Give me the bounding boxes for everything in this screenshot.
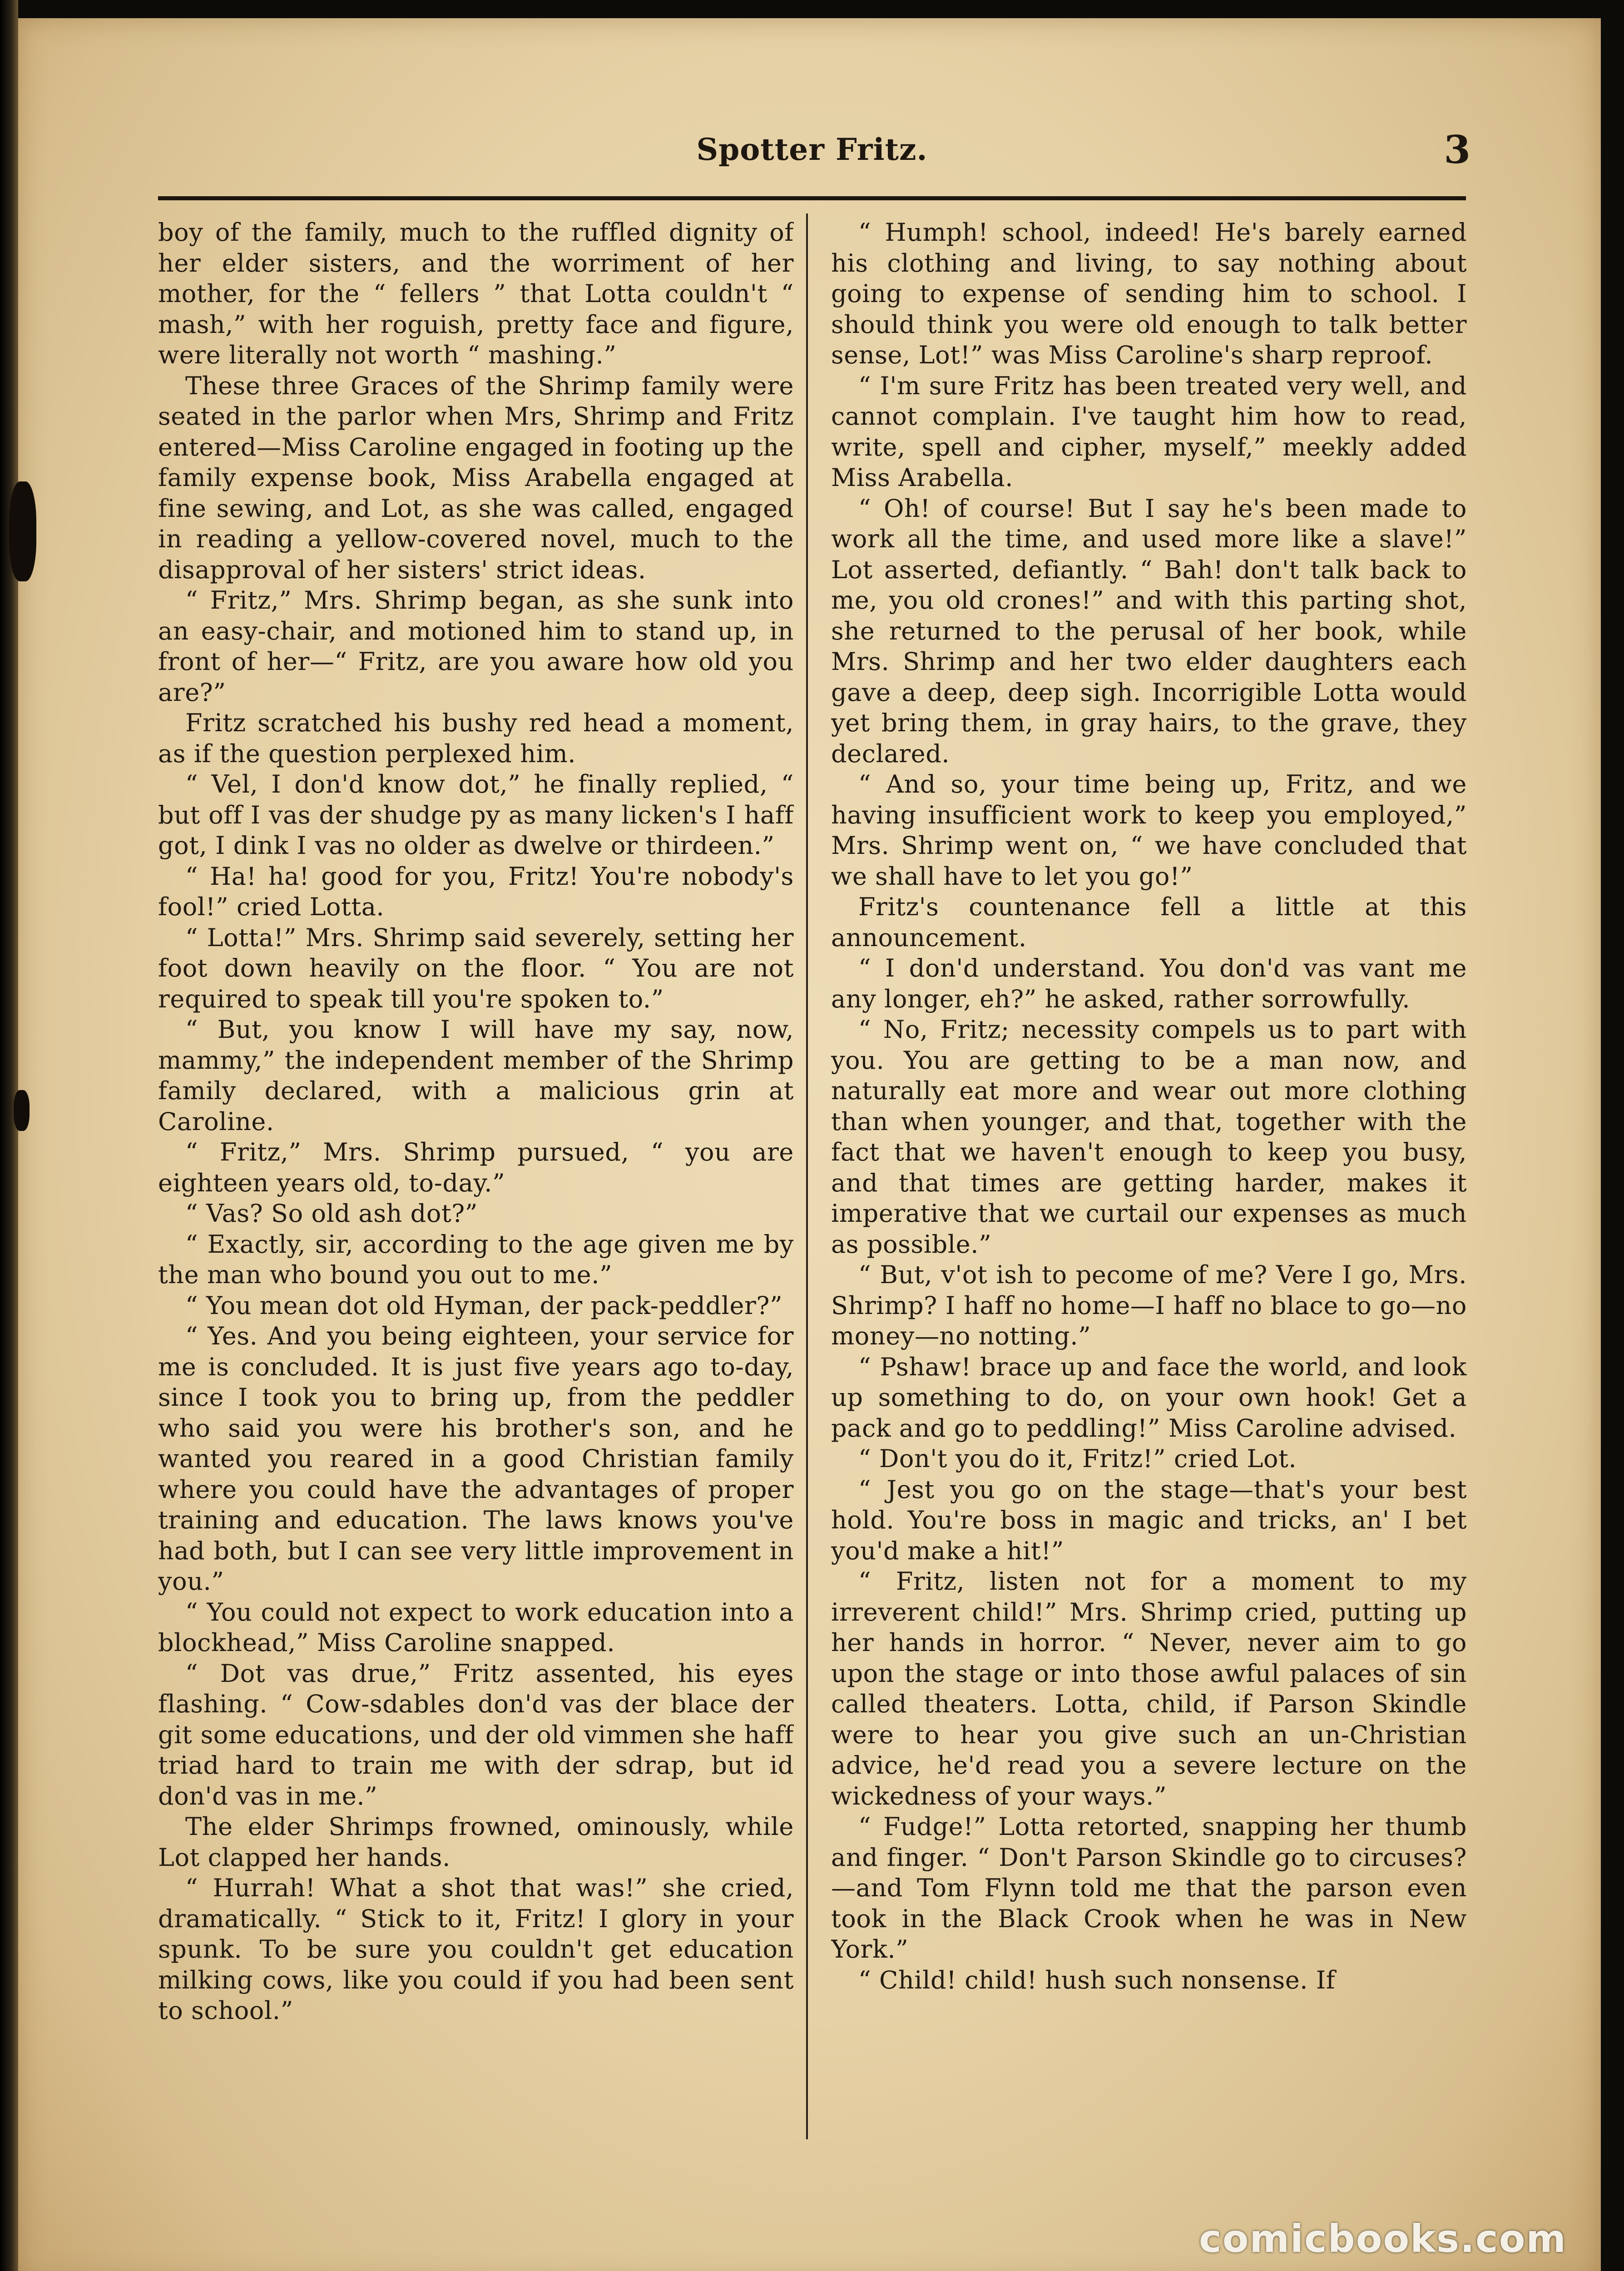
paragraph: “ And so, your time being up, Fritz, and we having insufficient work to keep you employed,” Mrs. Shrimp went on, “ we have concluded that we shall have to let you go!” <box>831 770 1467 891</box>
paragraph: “ Oh! of course! But I say he's been made to work all the time, and used more like a slave!” Lot asserted, defiantly. “ Bah! don't talk back to me, you old crones!” and with this parting shot, she returned to the perusal of her book, while Mrs. Shrimp and her two elder daughters each gave a deep, deep sigh. Incorrigible Lotta would yet bring them, in gray hairs, to the grave, they declared. <box>831 494 1467 768</box>
paragraph: “ I don'd understand. You don'd vas vant me any longer, eh?” he asked, rather sorrowfully. <box>831 954 1467 1013</box>
left-column <box>158 217 794 2166</box>
paragraph: “ Fritz, listen not for a moment to my irreverent child!” Mrs. Shrimp cried, putting up her hands in horror. “ Never, never aim to go upon the stage or into those awful palaces of sin called theaters. Lotta, child, if Parson Skindle were to hear you give such an un-Christian advice, he'd read you a severe lecture on the wickedness of your ways.” <box>831 1567 1467 1810</box>
paragraph: “ You could not expect to work education into a blockhead,” Miss Caroline snapped. <box>158 1597 794 1657</box>
paragraph: Fritz's countenance fell a little at this announcement. <box>831 893 1467 952</box>
paragraph: “ Fritz,” Mrs. Shrimp pursued, “ you are eighteen years old, to-day.” <box>158 1138 794 1197</box>
paragraph: The elder Shrimps frowned, ominously, while Lot clapped her hands. <box>158 1812 794 1872</box>
paragraph: “ No, Fritz; necessity compels us to part with you. You are getting to be a man now, and naturally eat more and wear out more clothing than when younger, and that, together with the fact that we haven't enough to keep you busy, and that times are getting harder, makes it imperative that we curtail our expenses as much as possible.” <box>831 1015 1467 1259</box>
paragraph: “ Fritz,” Mrs. Shrimp began, as she sunk into an easy-chair, and motioned him to stand up, in front of her—“ Fritz, are you aware how old you are?” <box>158 586 794 707</box>
paragraph: “ Child! child! hush such nonsense. If <box>858 1965 1336 1994</box>
paragraph: “ Vas? So old ash dot?” <box>185 1199 478 1228</box>
right-column <box>831 217 1467 2166</box>
paragraph: “ You mean dot old Hyman, der pack-peddler?” <box>185 1291 783 1320</box>
paragraph: “ Exactly, sir, according to the age given me by the man who bound you out to me.” <box>158 1230 794 1289</box>
running-title: Spotter Fritz. <box>696 132 928 167</box>
watermark: comicbooks.com <box>1199 2216 1567 2261</box>
paragraph: “ Dot vas drue,” Fritz assented, his eyes flashing. “ Cow-sdables don'd vas der blace der git some educations, und der old vimmen she haff triad hard to train me with der sdrap, but id don'd vas in me.” <box>158 1659 794 1810</box>
page-header <box>158 127 1471 182</box>
paragraph: “ I'm sure Fritz has been treated very well, and cannot complain. I've taught him how to read, write, spell and cipher, myself,” meekly added Miss Arabella. <box>831 371 1467 492</box>
paragraph: “ Jest you go on the stage—that's your best hold. You're boss in magic and tricks, an' I bet you'd make a hit!” <box>831 1475 1467 1565</box>
column-rule <box>806 213 808 2139</box>
paragraph: “ Lotta!” Mrs. Shrimp said severely, setting her foot down heavily on the floor. “ You are not required to speak till you're spoken to.” <box>158 923 794 1013</box>
ink-stain <box>14 1090 30 1131</box>
paragraph: “ Don't you do it, Fritz!” cried Lot. <box>858 1444 1297 1473</box>
paragraph: “ Vel, I don'd know dot,” he finally replied, “ but off I vas der shudge py as many licken's I haff got, I dink I vas no older as dwelve or thirdeen.” <box>158 770 794 860</box>
paragraph: “ Pshaw! brace up and face the world, and look up something to do, on your own hook! Get a pack and go to peddling!” Miss Caroline advised. <box>831 1352 1467 1443</box>
header-rule <box>158 196 1466 200</box>
paragraph: “ Fudge!” Lotta retorted, snapping her thumb and finger. “ Don't Parson Skindle go to circuses?—and Tom Flynn told me that the parson even took in the Black Crook when he was in New York.” <box>831 1812 1467 1964</box>
page-edge <box>0 0 18 2271</box>
ink-stain <box>9 481 36 581</box>
paragraph: Fritz scratched his bushy red head a moment, as if the question perplexed him. <box>158 709 794 768</box>
paragraph: “ Humph! school, indeed! He's barely earned his clothing and living, to say nothing about going to expense of sending him to school. I should think you were old enough to talk better sense, Lot!” was Miss Caroline's sharp reproof. <box>831 218 1467 369</box>
paragraph: These three Graces of the Shrimp family were seated in the parlor when Mrs, Shrimp and Fritz entered—Miss Caroline engaged in footing up the family expense book, Miss Arabella engaged at fine sewing, and Lot, as she was called, engaged in reading a yellow-covered novel, much to the disapproval of her sisters' strict ideas. <box>158 371 794 584</box>
paragraph: boy of the family, much to the ruffled dignity of her elder sisters, and the worriment of her mother, for the “ fellers ” that Lotta couldn't “ mash,” with her roguish, pretty face and figure, were literally not worth “ mashing.” <box>158 218 794 369</box>
paragraph: “ But, v'ot ish to pecome of me? Vere I go, Mrs. Shrimp? I haff no home—I haff no blace to go—no money—no notting.” <box>831 1260 1467 1350</box>
paragraph: “ Hurrah! What a shot that was!” she cried, dramatically. “ Stick to it, Fritz! I glory in your spunk. To be sure you couldn't get education milking cows, like you could if you had been sent to school.” <box>158 1874 794 2025</box>
page-number: 3 <box>1444 127 1471 172</box>
paragraph: “ Yes. And you being eighteen, your service for me is concluded. It is just five years ago to-day, since I took you to bring up, from the peddler who said you were his brother's son, and he wanted you reared in a good Christian family where you could have the advantages of proper training and education. The laws knows you've had both, but I can see very little improvement in you.” <box>158 1322 794 1596</box>
paragraph: “ Ha! ha! good for you, Fritz! You're nobody's fool!” cried Lotta. <box>158 862 794 921</box>
paragraph: “ But, you know I will have my say, now, mammy,” the independent member of the Shrimp family declared, with a malicious grin at Caroline. <box>158 1015 794 1136</box>
